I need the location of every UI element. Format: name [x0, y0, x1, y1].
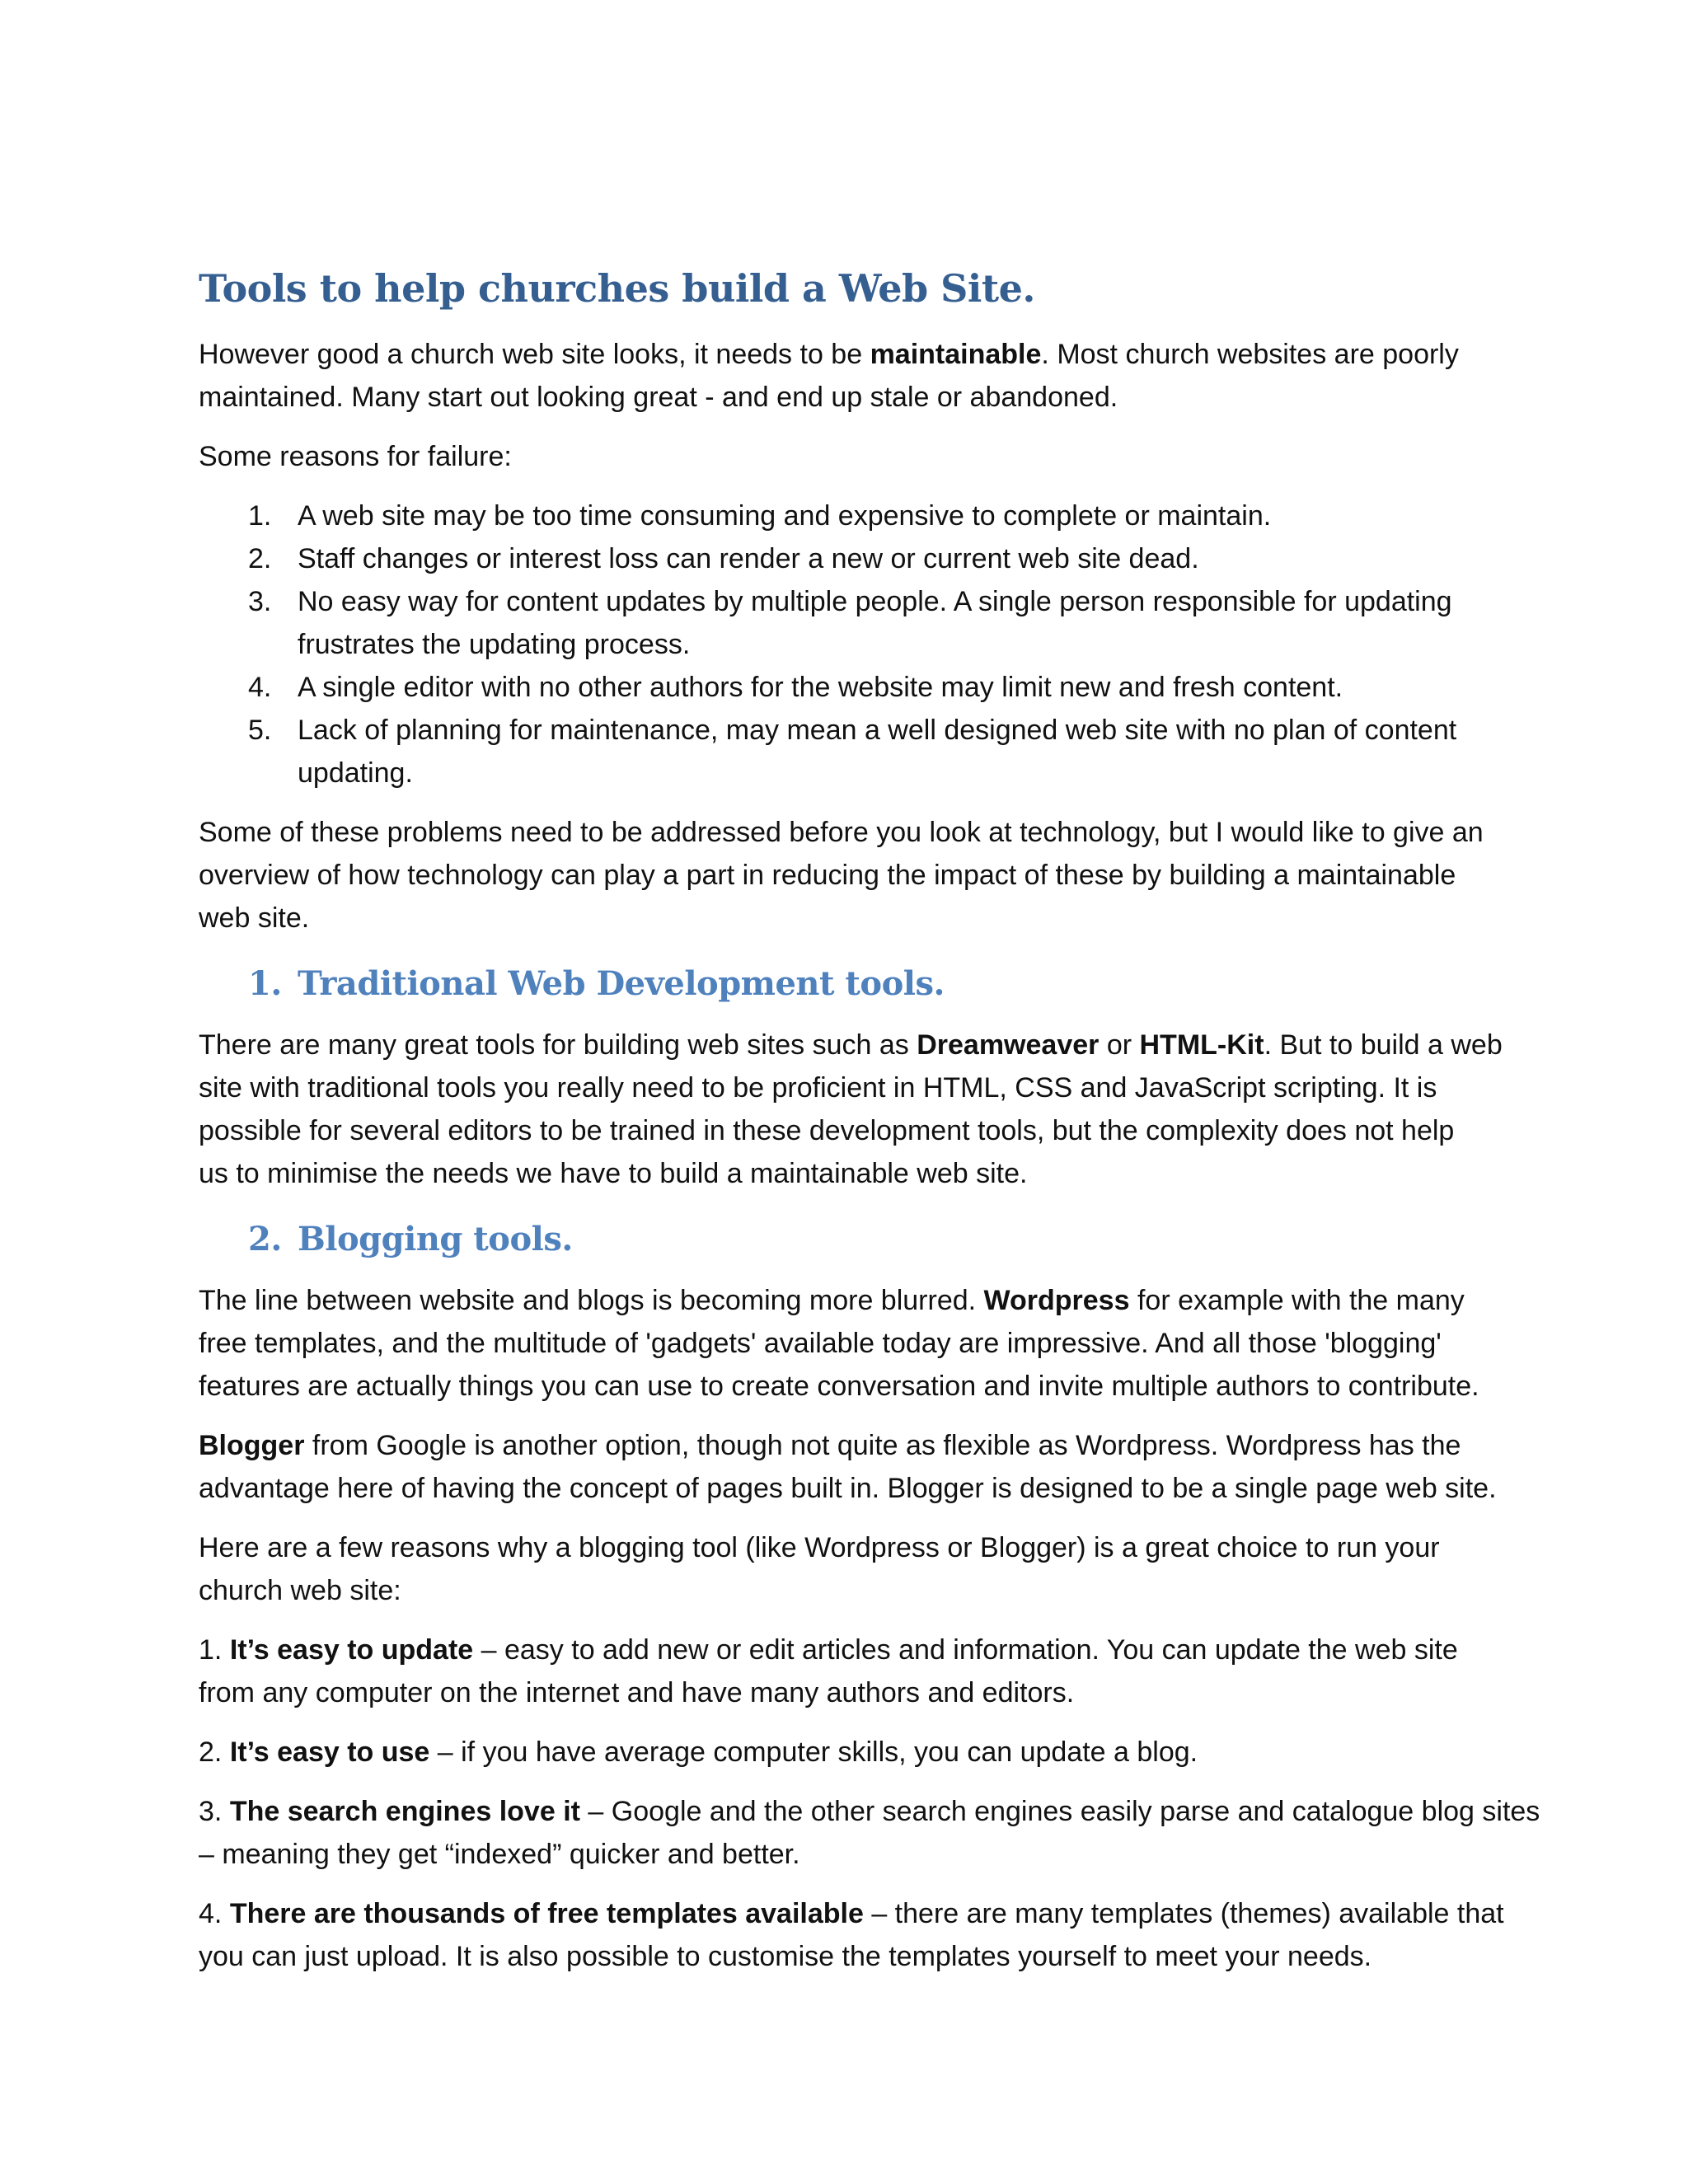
intro-paragraph: However good a church web site looks, it needs to be maintainable. Most church websites are poorly maintained. Many start out looking great - and end up stale or abandoned. [199, 339, 1459, 413]
reason-point: 2. It’s easy to use – if you have average computer skills, you can update a blog. [199, 1736, 1198, 1768]
reason-point: 1. It’s easy to update – easy to add new or edit articles and information. You can update the web site from any computer on the internet and have many authors and editors. [199, 1634, 1458, 1708]
blogging-paragraph-3: Here are a few reasons why a blogging tool (like Wordpress or Blogger) is a great choice to run your church web site: [199, 1532, 1440, 1606]
reason-point: 4. There are thousands of free templates available – there are many templates (themes) available that you can just upload. It is also possible to customise the templates yourself to meet your needs. [199, 1898, 1504, 1972]
blogging-paragraph-2: Blogger from Google is another option, though not quite as flexible as Wordpress. Wordpress has the advantage here of having the concept of pages built in. Blogger is designed to be a single page web site. [199, 1430, 1497, 1504]
traditional-tools-paragraph: There are many great tools for building web sites such as Dreamweaver or HTML-Kit. But to build a web site with traditional tools you really need to be proficient in HTML, CSS and JavaScript scripting. It is possible for several editors to be trained in these development tools, but the complexity does not help us to minimise the needs we have to build a maintainable web site. [199, 1029, 1503, 1189]
reasons-list [199, 494, 1493, 794]
list-item: 2. Staff changes or interest loss can render a new or current web site dead. [248, 543, 1199, 574]
document-body [199, 262, 1540, 1994]
list-item: 3. No easy way for content updates by multiple people. A single person responsible for updating frustrates the updating process. [248, 586, 1452, 660]
blogging-paragraph-1: The line between website and blogs is becoming more blurred. Wordpress for example with the many free templates, and the multitude of 'gadgets' available today are impressive. And all those 'blogging' features are actually things you can use to create conversation and invite multiple authors to contribute. [199, 1285, 1479, 1402]
list-item: 1. A web site may be too time consuming and expensive to complete or maintain. [248, 500, 1272, 532]
section-heading-traditional-tools: 1. Traditional Web Development tools. [248, 964, 945, 1003]
overview-paragraph: Some of these problems need to be addressed before you look at technology, but I would like to give an overview of how technology can play a part in reducing the impact of these by building a maintainable web site. [199, 817, 1484, 934]
list-item: 5. Lack of planning for maintenance, may mean a well designed web site with no plan of content updating. [248, 715, 1457, 789]
page-title: Tools to help churches build a Web Site. [199, 266, 1035, 311]
reason-point: 3. The search engines love it – Google and the other search engines easily parse and catalogue blog sites – meaning they get “indexed” quicker and better. [199, 1796, 1540, 1870]
section-heading-blogging-tools: 2. Blogging tools. [248, 1220, 573, 1258]
reasons-heading: Some reasons for failure: [199, 441, 512, 472]
list-item: 4. A single editor with no other authors for the website may limit new and fresh content. [248, 672, 1343, 703]
